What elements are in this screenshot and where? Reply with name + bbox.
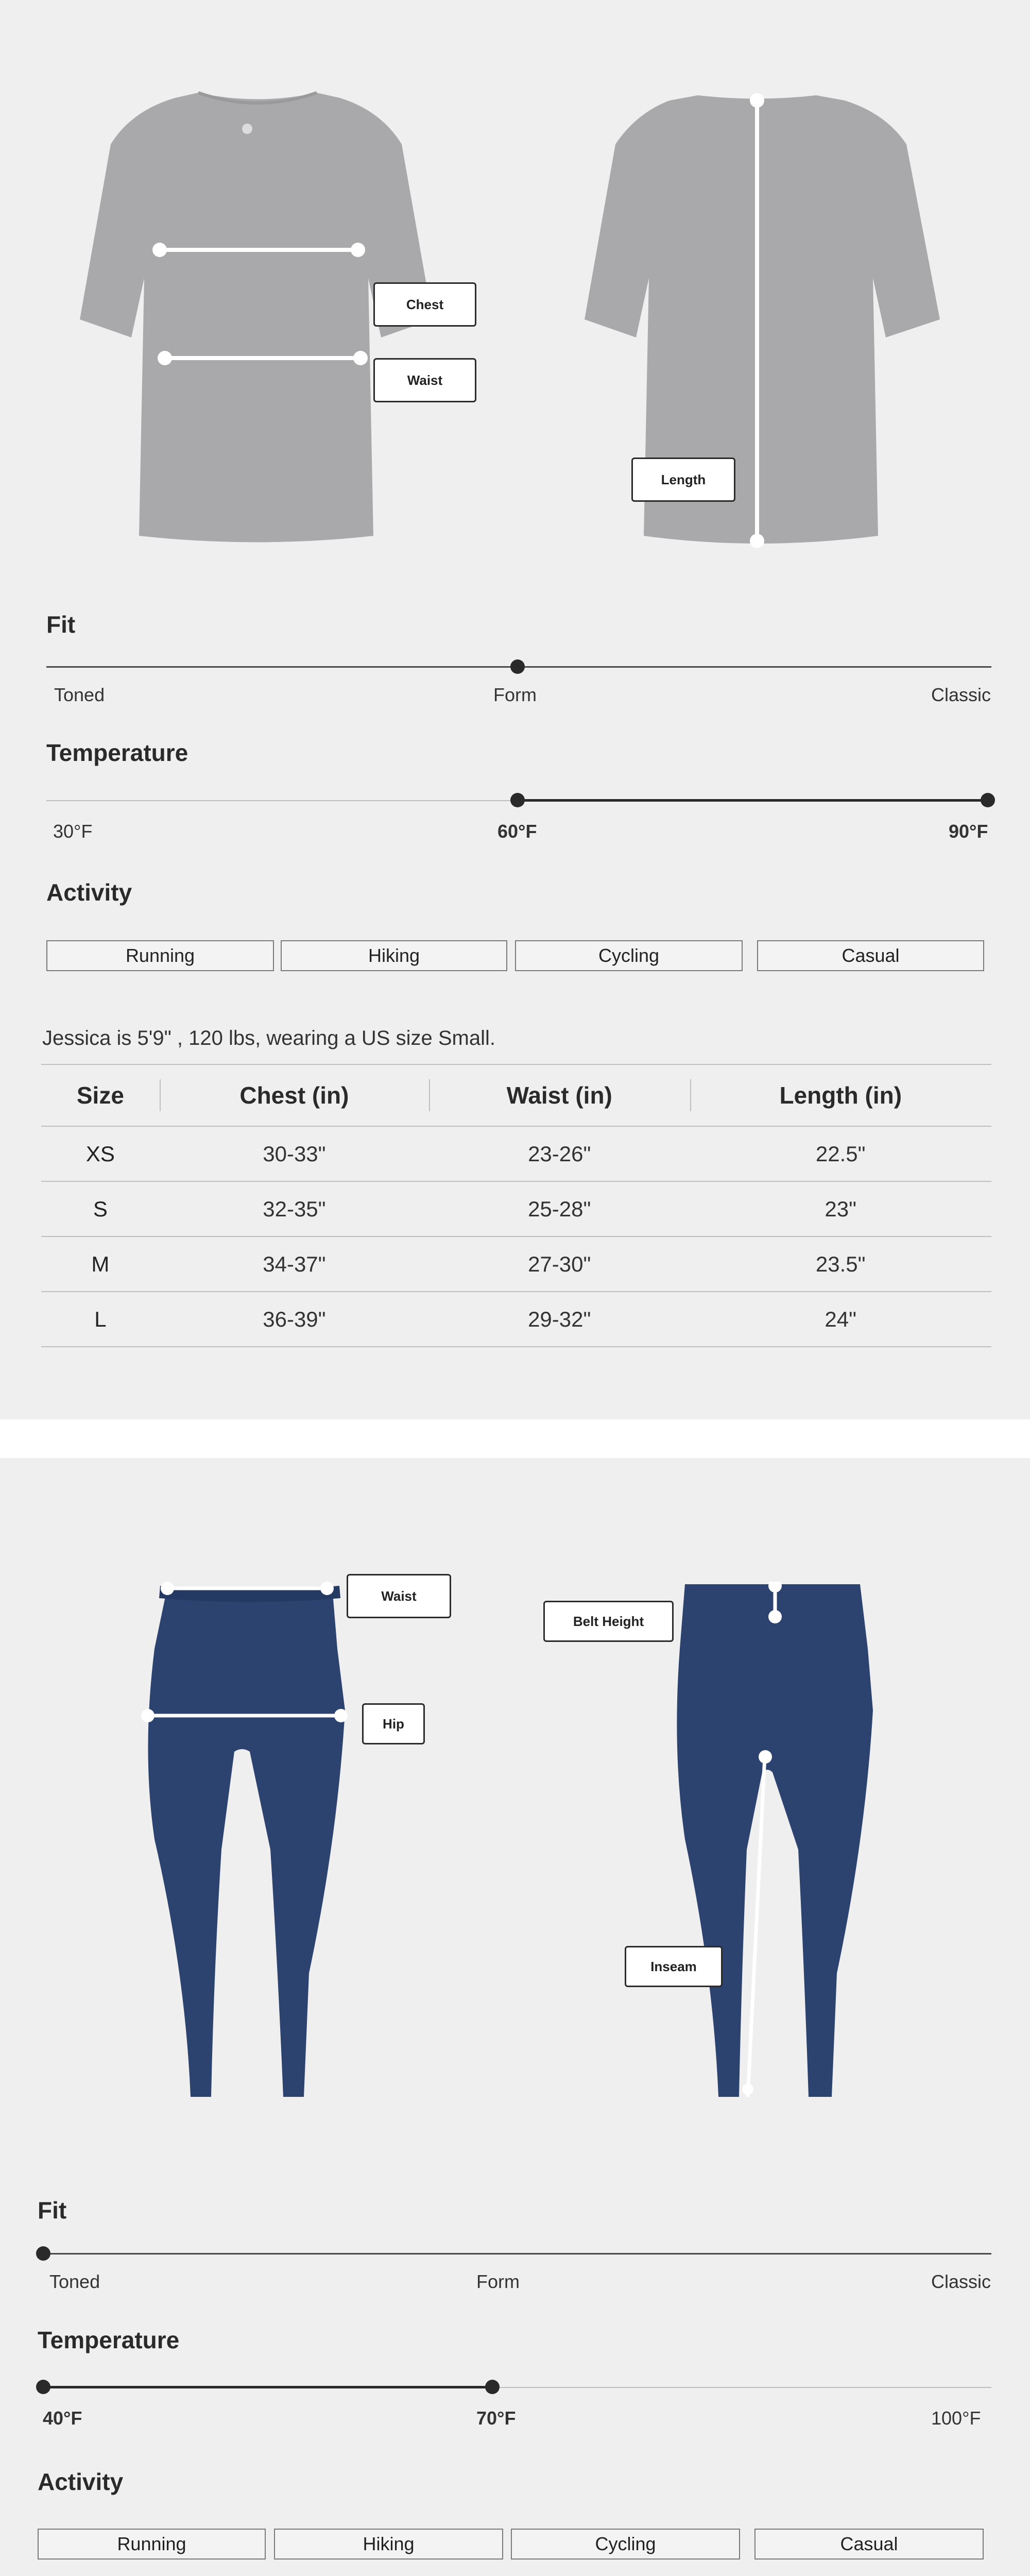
table-cell: 32-35"	[160, 1181, 429, 1236]
fit-title: Fit	[38, 2197, 67, 2224]
table-cell: 22.5"	[690, 1126, 992, 1181]
activity-running-button[interactable]: Running	[38, 2529, 266, 2560]
fit-label-form: Form	[476, 2271, 520, 2292]
table-cell: 24"	[690, 1292, 992, 1347]
table-cell: S	[41, 1181, 160, 1236]
hip-callout: Hip	[362, 1703, 425, 1744]
table-row	[41, 1126, 991, 1181]
fit-slider-track	[42, 2253, 991, 2255]
activity-cycling-button[interactable]: Cycling	[515, 940, 743, 971]
table-cell: M	[41, 1236, 160, 1292]
temperature-title: Temperature	[38, 2327, 180, 2353]
fit-label-classic: Classic	[931, 684, 991, 705]
activity-title: Activity	[38, 2468, 124, 2495]
temperature-range-end	[981, 793, 995, 807]
activity-title: Activity	[46, 879, 132, 906]
fit-label-classic: Classic	[931, 2271, 991, 2292]
tshirt-size-table	[41, 1064, 991, 1347]
activity-casual-button[interactable]: Casual	[754, 2529, 984, 2560]
temperature-label-max: 100°F	[931, 2408, 981, 2429]
activity-casual-button[interactable]: Casual	[757, 940, 984, 971]
leggings-size-guide	[0, 1458, 1030, 2576]
belt-height-callout: Belt Height	[543, 1601, 674, 1642]
table-cell: 23-26"	[429, 1126, 690, 1181]
fit-label-toned: Toned	[54, 684, 105, 705]
table-cell: 30-33"	[160, 1126, 429, 1181]
leggings-back-image	[670, 1582, 886, 2107]
fit-title: Fit	[46, 611, 76, 638]
table-header: Length (in)	[690, 1064, 992, 1126]
temperature-title: Temperature	[46, 739, 188, 766]
table-header: Chest (in)	[160, 1064, 429, 1126]
table-row	[41, 1181, 991, 1236]
fit-label-form: Form	[493, 684, 537, 705]
activity-hiking-button[interactable]: Hiking	[274, 2529, 503, 2560]
table-header: Size	[41, 1064, 160, 1126]
activity-hiking-button[interactable]: Hiking	[281, 940, 507, 971]
waist-callout: Waist	[373, 358, 476, 402]
temperature-range-start	[36, 2380, 50, 2394]
waist-callout: Waist	[347, 1574, 451, 1618]
inseam-callout: Inseam	[625, 1946, 723, 1987]
fit-slider-marker	[36, 2246, 50, 2261]
table-cell: L	[41, 1292, 160, 1347]
table-cell: 27-30"	[429, 1236, 690, 1292]
table-cell: 36-39"	[160, 1292, 429, 1347]
model-caption: Jessica is 5'9" , 120 lbs, wearing a US size Small.	[42, 1027, 495, 1049]
temperature-range-start	[510, 793, 525, 807]
leggings-front-image	[139, 1582, 355, 2107]
table-cell: 23.5"	[690, 1236, 992, 1292]
table-cell: 23"	[690, 1181, 992, 1236]
chest-callout: Chest	[373, 282, 476, 327]
temperature-label-min: 40°F	[43, 2408, 82, 2429]
activity-cycling-button[interactable]: Cycling	[511, 2529, 740, 2560]
fit-slider-marker	[510, 659, 525, 674]
table-cell: 29-32"	[429, 1292, 690, 1347]
temperature-range-fill	[518, 799, 988, 802]
temperature-range-fill	[43, 2386, 492, 2388]
temperature-label-mid: 70°F	[476, 2408, 516, 2429]
table-cell: 25-28"	[429, 1181, 690, 1236]
activity-running-button[interactable]: Running	[46, 940, 274, 971]
table-row	[41, 1292, 991, 1347]
table-row	[41, 1236, 991, 1292]
temperature-label-max: 90°F	[949, 821, 988, 842]
temperature-label-min: 30°F	[53, 821, 93, 842]
table-cell: XS	[41, 1126, 160, 1181]
table-header: Waist (in)	[429, 1064, 690, 1126]
table-cell: 34-37"	[160, 1236, 429, 1292]
fit-label-toned: Toned	[49, 2271, 100, 2292]
temperature-label-mid: 60°F	[497, 821, 537, 842]
length-callout: Length	[631, 457, 735, 502]
temperature-range-end	[485, 2380, 500, 2394]
